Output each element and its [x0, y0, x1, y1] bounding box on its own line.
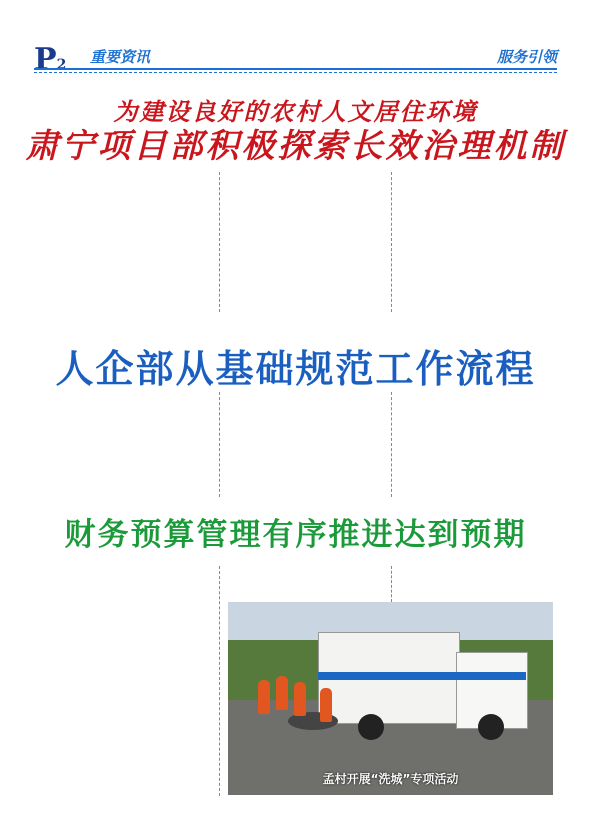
header-rule [34, 68, 557, 70]
section-label-left: 重要资讯 [90, 48, 151, 66]
section-label-right: 服务引领 [496, 48, 557, 66]
column-divider [391, 392, 392, 497]
column-divider [219, 392, 220, 497]
article1-title: 肃宁项目部积极探索长效治理机制 [25, 126, 566, 165]
page-number: P2 [34, 42, 67, 77]
column-divider [391, 566, 392, 602]
street-sweeper-photo [228, 602, 553, 795]
article2-column-1 [60, 392, 208, 497]
article1-column-3 [402, 172, 550, 312]
column-divider [391, 172, 392, 312]
worker-figure [320, 688, 332, 722]
article3-column-2 [230, 566, 378, 606]
header-rule-dashed [34, 72, 557, 73]
article3-column-3 [402, 566, 550, 606]
article1-column-2 [230, 172, 378, 312]
worker-figure [294, 682, 306, 716]
column-divider [219, 566, 220, 796]
article2-column-3 [402, 392, 550, 497]
article1-kicker: 为建设良好的农村人文居住环境 [113, 97, 478, 126]
column-divider [219, 172, 220, 312]
worker-figure [276, 676, 288, 710]
article1-column-1 [60, 172, 208, 312]
page-header [34, 40, 557, 82]
article2-column-2 [230, 392, 378, 497]
article3-title: 财务预算管理有序推进达到预期 [64, 517, 527, 553]
photo-caption: 孟村开展“洗城”专项活动 [322, 772, 459, 786]
article2-title: 人企部从基础规范工作流程 [55, 347, 536, 391]
worker-figure [258, 680, 270, 714]
article3-column-1 [60, 566, 208, 796]
